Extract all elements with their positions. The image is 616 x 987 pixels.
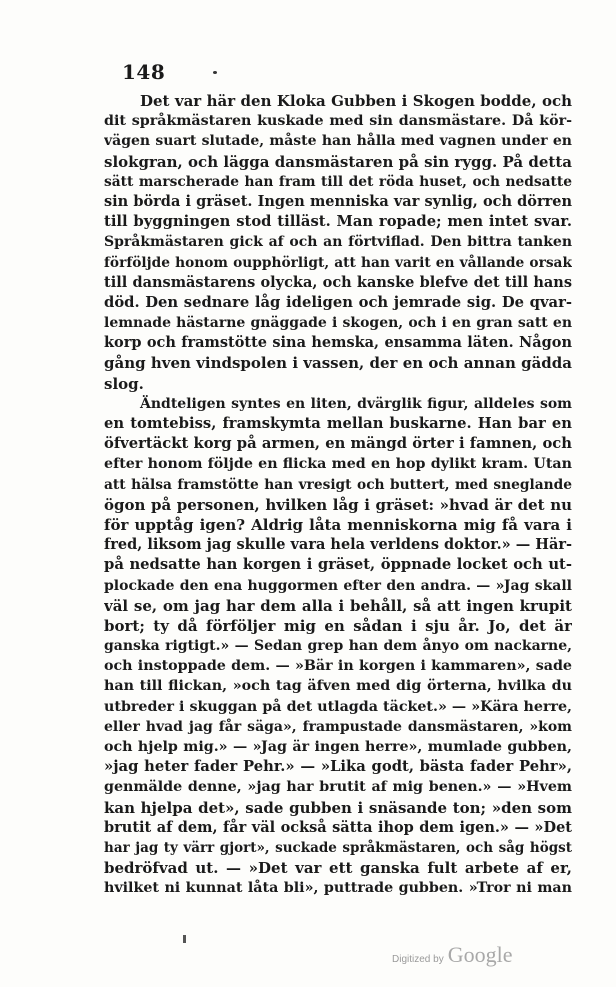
text-line: slog.	[104, 374, 144, 393]
text-line: Ändteligen syntes en liten, dvärglik figur, alldeles som	[140, 395, 572, 412]
text-line: öfvertäckt korg på armen, en mängd örter i famnen, och	[104, 435, 572, 453]
text-line: ganska rigtigt.» — Sedan grep han dem ånyo om nackarne,	[104, 638, 572, 655]
body-text	[104, 91, 572, 899]
text-line: väl se, om jag har dem alla i behåll, så att ingen krupit	[104, 596, 572, 615]
text-line: för upptåg igen? Aldrig låta menniskorna mig få vara i	[104, 515, 572, 534]
text-line: att hälsa framstötte han vresigt och buttert, med sneglande	[104, 476, 572, 493]
text-line: till dansmästarens olycka, och kanske blefve det till hans	[104, 273, 572, 291]
text-line: förföljde honom oupphörligt, att han varit en vållande orsak	[104, 254, 572, 271]
digitized-watermark	[392, 942, 512, 968]
text-line: utbreder i skuggan på det utlagda täcket.» — »Kära herre,	[104, 698, 572, 715]
text-line: sin börda i gräset. Ingen menniska var synlig, och dörren	[104, 192, 572, 210]
text-line: hvilket ni kunnat låta bli», puttrade gubben. »Tror ni man	[104, 880, 572, 897]
text-line: till byggningen stod tilläst. Man ropade; men intet svar.	[104, 213, 572, 231]
text-line: korp och framstötte sina hemska, ensamma läten. Någon	[104, 334, 572, 352]
text-line: plockade den ena huggormen efter den andra. — »Jag skall	[104, 577, 572, 594]
text-line: slokgran, och lägga dansmästaren på sin rygg. På detta	[104, 152, 572, 171]
text-line: Det var här den Kloka Gubben i Skogen bodde, och	[140, 92, 572, 110]
text-line: på nedsatte han korgen i gräset, öppnade locket och ut-	[104, 556, 572, 574]
text-line: vägen suart slutade, måste han hålla med vagnen under en	[104, 133, 572, 150]
text-line: bedröfvad ut. — »Det var ett ganska fult arbete af er,	[104, 859, 572, 878]
text-line: en tomtebiss, framskymta mellan buskarne. Han bar en	[104, 415, 572, 432]
page-number: 148	[122, 60, 166, 84]
text-line: har jag ty värr gjort», suckade språkmästaren, och såg högst	[104, 839, 572, 856]
text-line: »jag heter fader Pehr.» — »Lika godt, bästa fader Pehr»,	[104, 758, 572, 776]
text-line: dit språkmästaren kuskade med sin dansmästare. Då kör-	[104, 113, 572, 130]
print-speck	[213, 71, 217, 74]
text-line: gång hven vindspolen i vassen, der en och annan gädda	[104, 354, 572, 373]
text-line: och instoppade dem. — »Bär in korgen i kammaren», sade	[104, 658, 572, 675]
text-line: efter honom följde en flicka med en hop dylikt kram. Utan	[104, 456, 572, 473]
text-line: brutit af dem, får väl också sätta ihop dem igen.» — »Det	[104, 818, 572, 836]
text-line: eller hvad jag får säga», frampustade dansmästaren, »kom	[104, 718, 572, 735]
text-line: genmälde denne, »jag har brutit af mig benen.» — »Hvem	[104, 779, 572, 796]
watermark-prefix: Digitized by	[392, 954, 444, 965]
text-line: kan hjelpa det», sade gubben i snäsande ton; »den som	[104, 798, 572, 817]
text-line: bort; ty då förföljer mig en sådan i sju år. Jo, det är	[104, 616, 572, 635]
text-line: och hjelp mig.» — »Jag är ingen herre», mumlade gubben,	[104, 739, 572, 755]
text-line: lemnade hästarne gnäggade i skogen, och i en gran satt en	[104, 315, 572, 332]
text-line: Språkmästaren gick af och an förtviflad. Den bittra tanken	[104, 234, 572, 251]
watermark-brand: Google	[447, 942, 513, 967]
text-line: död. Den sednare låg ideligen och jemrade sig. De qvar-	[104, 293, 572, 311]
stray-mark	[183, 935, 186, 943]
text-line: ögon på personen, hvilken låg i gräset: »hvad är det nu	[104, 495, 572, 514]
text-line: han till flickan, »och tag äfven med dig örterna, hvilka du	[104, 678, 572, 695]
text-line: fred, liksom jag skulle vara hela verldens doktor.» — Här-	[104, 536, 572, 554]
text-line: sätt marscherade han fram till det röda huset, och nedsatte	[104, 173, 572, 190]
